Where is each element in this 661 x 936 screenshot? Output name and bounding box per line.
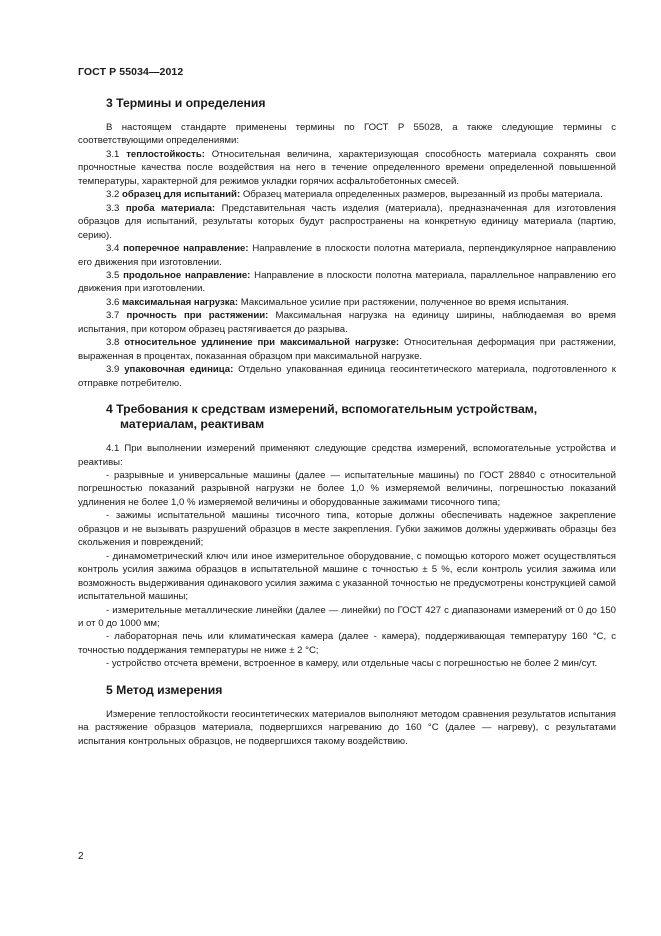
term-number: 3.7 [106,310,120,322]
term-number: 3.2 [106,189,120,201]
term-definition [78,202,616,242]
term-name: упаковочная единица: [124,364,234,376]
equipment-item: - лабораторная печь или климатическая камера (далее - камера), поддерживающая температуру 160 °С, с точностью поддержания температуры не ниже ± 2 °С; [78,631,616,656]
term-text: Максимальное усилие при растяжении, полученное во время испытания. [240,296,569,308]
term-number: 3.5 [106,269,120,281]
term-text: Направление в плоскости полотна материала, параллельное направлению его движения при изготовлении. [78,269,616,295]
term-text: Относительная величина, характеризующая способность материала сохранять свои прочностные качества после воздействия на него в течение определенного времени определенной повышенной температуры, характерной для режимов укладки горячих асфальтобетонных смесей. [78,148,616,187]
term-number: 3.3 [106,202,120,214]
term-definition [78,188,616,201]
page-number: 2 [78,851,84,862]
term-definition [78,336,616,363]
equipment-item: - измерительные металлические линейки (далее — линейки) по ГОСТ 427 с диапазонами измерений от 0 до 150 и от 0 до 1000 мм; [78,604,616,629]
equipment-list [78,469,616,671]
term-name: относительное удлинение при максимальной нагрузке: [124,337,400,349]
term-definition [78,242,616,269]
section-3-title: 3 Термины и определения [106,96,266,110]
term-text: Относительная деформация при растяжении, выраженная в процентах, показанная образцом при максимальной нагрузке. [78,337,617,362]
term-text: Максимальная нагрузка на единицу ширины, наблюдаемая во время испытания, при котором образец растягивается до разрыва. [78,310,617,335]
term-name: поперечное направление: [123,243,249,255]
term-name: продольное направление: [123,269,251,281]
term-definition [78,148,616,188]
terms-list [78,148,616,390]
term-number: 3.8 [106,337,120,349]
term-number: 3.6 [106,296,120,308]
section-5-text: Измерение теплостойкости геосинтетических материалов выполняют методом сравнения результатов испытания на растяжение образцов материала, подвергшихся нагреванию до 160 °С (далее — нагреву), с результатами испытания контрольных образцов, не подвергшихся такому воздействию. [78,708,616,747]
term-text: Направление в плоскости полотна материала, перпендикулярное направлению его движения при изготовлении. [78,243,616,268]
equipment-item: - зажимы испытательной машины тисочного типа, которые должны обеспечивать надежное закрепление образцов и не вызывать разрушений образцов в месте закрепления. Губки зажимов должны удерживать образцы без скольжения и повреждений; [78,510,616,549]
term-name: теплостойкость: [126,148,205,160]
section-4-intro: 4.1 При выполнении измерений применяют следующие средства измерений, вспомогательные устройства и реактивы: [78,443,616,468]
equipment-item: - устройство отсчета времени, встроенное в камеру, или отдельные часы с погрешностью не более 2 мин/сут. [106,658,598,670]
term-number: 3.1 [106,148,120,160]
term-text: Представительная часть изделия (материала), предназначенная для изготовления образцов для испытаний, результаты которых будут распространены на конкретную единицу материала (партию, серию). [78,202,616,241]
equipment-item: - динамометрический ключ или иное измерительное оборудование, с помощью которого может осуществляться контроль усилия зажима образцов в испытательной машине с точностью ± 5 %, если контроль усилия зажима или возможность выдерживания одинакового усилия зажима с указанной точностью не предусмотрены конструкцией самой испытательной машины; [78,550,616,603]
document-body [78,96,616,748]
term-text: Отдельно упакованная единица геосинтетического материала, подготовленного к отправке потребителю. [78,364,617,389]
term-number: 3.9 [106,364,120,376]
term-name: проба материала: [125,202,216,214]
section-5-title: 5 Метод измерения [106,682,223,697]
term-definition [78,269,616,296]
term-definition [78,296,616,309]
term-text: Образец материала определенных размеров, вырезанный из пробы материала. [242,189,603,201]
term-name: прочность при растяжении: [126,310,269,322]
standard-header: ГОСТ Р 55034—2012 [78,66,184,78]
equipment-item: - разрывные и универсальные машины (далее — испытательные машины) по ГОСТ 28840 с относительной погрешностью показаний разрывной нагрузки не более 1,0 % измеряемой величины, погрешностью показаний удлинения не более 1,0 % измеряемой величины и оборудованные зажимами тисочного типа; [78,469,616,508]
term-name: максимальная нагрузка: [122,296,239,308]
term-number: 3.4 [106,243,120,255]
term-name: образец для испытаний: [122,189,241,201]
term-definition [78,309,616,336]
section-3-intro: В настоящем стандарте применены термины по ГОСТ Р 55028, а также следующие термины с соответствующими определениями: [78,122,616,147]
term-definition [78,363,616,390]
section-4-title: 4 Требования к средствам измерений, вспомогательным устройствам, материалам, реактивам [106,402,538,432]
